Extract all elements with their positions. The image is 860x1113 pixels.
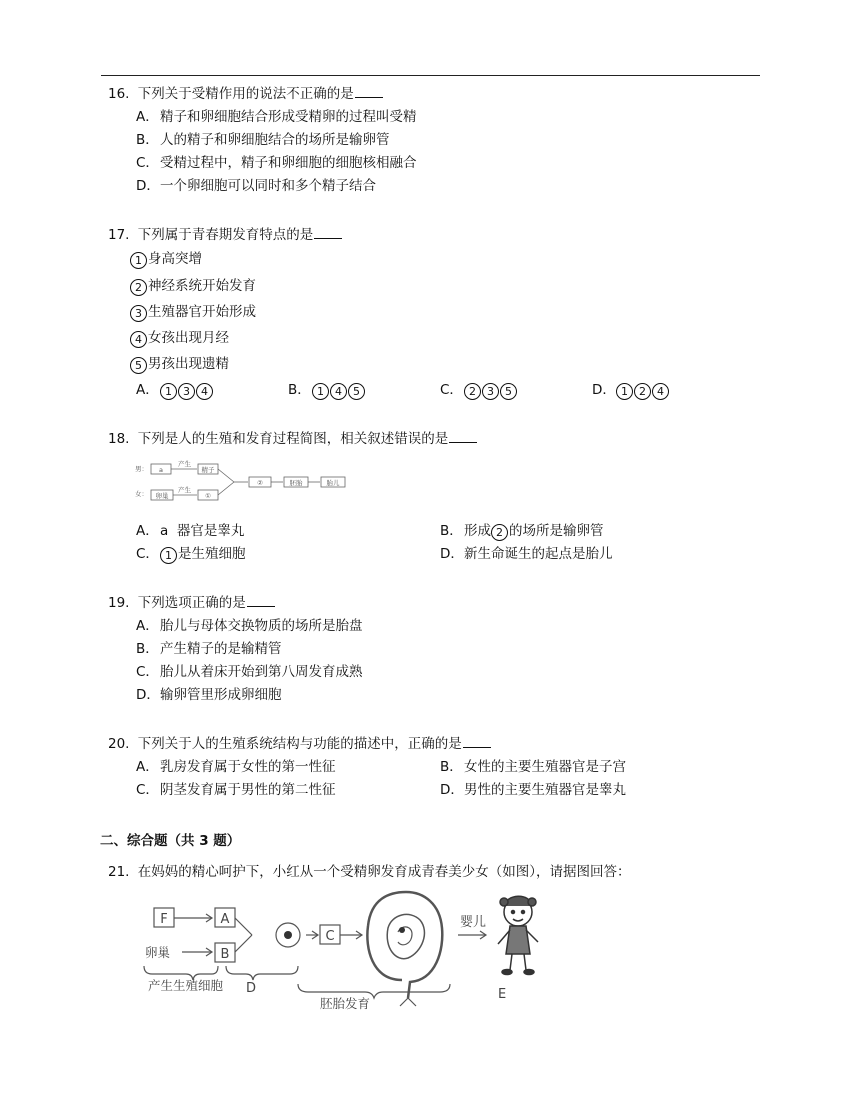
option-c[interactable]: C． 1 是生殖细胞: [136, 546, 246, 562]
question-19-stem: [108, 594, 275, 612]
question-number: 19.: [108, 595, 130, 611]
option-b[interactable]: B．产生精子的是输精管: [136, 641, 282, 657]
girl-figure-icon: [498, 896, 538, 974]
statement-5: 5 男孩出现遗精: [130, 355, 229, 374]
answer-blank[interactable]: [463, 735, 491, 748]
label-e: E: [498, 987, 507, 1002]
statement-3: 3 生殖器官开始形成: [130, 303, 256, 322]
male-label: 男：: [135, 465, 148, 473]
question-number: 20.: [108, 736, 130, 752]
produce-label: 产生: [178, 460, 191, 468]
question-number: 21.: [108, 864, 130, 880]
label-b: B: [220, 947, 230, 962]
option-b[interactable]: B．形成 2 的场所是输卵管: [440, 523, 604, 539]
cell-2-label: ②: [257, 479, 263, 487]
section-heading: 二、综合题（共 3 题）: [100, 833, 241, 849]
label-a: A: [220, 912, 230, 927]
option-b[interactable]: B． 1 4 5: [288, 381, 366, 400]
option-c[interactable]: C．受精过程中，精子和卵细胞的细胞核相融合: [136, 155, 417, 171]
ovary-label: 卵巢: [155, 492, 169, 500]
label-c: C: [325, 929, 335, 944]
answer-blank[interactable]: [449, 430, 477, 443]
question-20-stem: [108, 735, 491, 753]
label-d: D: [246, 981, 257, 996]
produce-label: 产生: [178, 486, 191, 494]
statement-4: 4 女孩出现月经: [130, 329, 229, 348]
question-text: 下列属于青春期发育特点的是: [137, 227, 314, 243]
sperm-label: 精子: [201, 466, 215, 474]
answer-blank[interactable]: [247, 594, 275, 607]
embryo-development-label: 胚胎发育: [320, 996, 371, 1011]
question-text: 下列选项正确的是: [137, 595, 246, 611]
question-21-stem: [108, 863, 631, 881]
baby-label: 婴儿: [460, 915, 487, 930]
produce-cells-label: 产生生殖细胞: [148, 978, 224, 993]
option-d[interactable]: D．一个卵细胞可以同时和多个精子结合: [136, 178, 376, 194]
question-number: 18.: [108, 431, 130, 447]
fetus-label: 胎儿: [326, 479, 340, 487]
statement-1: 1 身高突增: [130, 250, 202, 269]
option-b[interactable]: B．人的精子和卵细胞结合的场所是输卵管: [136, 132, 390, 148]
option-a[interactable]: A．乳房发育属于女性的第一性征: [136, 759, 336, 775]
option-d[interactable]: D．新生命诞生的起点是胎儿: [440, 546, 613, 562]
option-c[interactable]: C．阴茎发育属于男性的第二性征: [136, 782, 336, 798]
option-a[interactable]: A． 1 3 4: [136, 381, 214, 400]
organ-a-label: a: [159, 466, 163, 474]
female-label: 女：: [135, 490, 148, 498]
question-text: 下列关于受精作用的说法不正确的是: [137, 86, 354, 102]
question-18-stem: [108, 430, 477, 448]
nucleus-icon: [284, 931, 292, 939]
ovary-label: 卵巢: [145, 945, 171, 960]
top-rule: [101, 75, 760, 76]
question-text: 在妈妈的精心呵护下，小红从一个受精卵发育成青春美少女（如图），请据图回答：: [137, 864, 631, 880]
answer-blank[interactable]: [314, 226, 342, 239]
question-text: 下列是人的生殖和发育过程简图，相关叙述错误的是: [137, 431, 449, 447]
option-c[interactable]: C．胎儿从着床开始到第八周发育成熟: [136, 664, 363, 680]
reproduction-flow-diagram: [134, 458, 360, 506]
option-d[interactable]: D．输卵管里形成卵细胞: [136, 687, 282, 703]
label-f: F: [160, 912, 168, 927]
option-b[interactable]: B．女性的主要生殖器官是子宫: [440, 759, 626, 775]
question-text: 下列关于人的生殖系统结构与功能的描述中，正确的是: [137, 736, 462, 752]
cell-1-label: ①: [205, 492, 211, 500]
option-a[interactable]: A．胎儿与母体交换物质的场所是胎盘: [136, 618, 363, 634]
question-number: 16.: [108, 86, 130, 102]
question-number: 17.: [108, 227, 130, 243]
option-d[interactable]: D． 1 2 4: [592, 381, 670, 400]
question-16-stem: [108, 85, 383, 103]
question-17-stem: [108, 226, 342, 244]
option-d[interactable]: D．男性的主要生殖器官是睾丸: [440, 782, 626, 798]
option-c[interactable]: C． 2 3 5: [440, 381, 518, 400]
option-a[interactable]: A．精子和卵细胞结合形成受精卵的过程叫受精: [136, 109, 417, 125]
statement-2: 2 神经系统开始发育: [130, 277, 256, 296]
development-diagram: [140, 888, 560, 1012]
answer-blank[interactable]: [355, 85, 383, 98]
embryo-label: 胚胎: [289, 479, 303, 487]
option-a[interactable]: A．a 器官是睾丸: [136, 523, 245, 539]
